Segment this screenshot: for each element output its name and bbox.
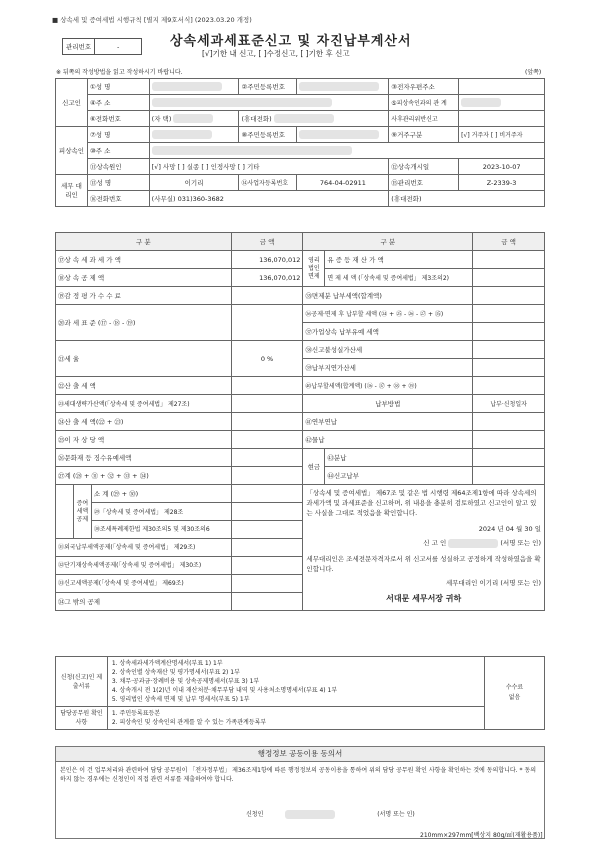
- gongje-spacer: [56, 485, 74, 539]
- agent-phone-mobile[interactable]: (휴대전화): [389, 191, 545, 207]
- consent-title: 행정정보 공동이용 동의서: [55, 746, 545, 762]
- consent-section: [55, 746, 545, 839]
- filer-sign-line[interactable]: [306, 538, 541, 548]
- row-amount[interactable]: [231, 485, 303, 503]
- row-amount[interactable]: 0 %: [231, 341, 303, 377]
- row-label: ㉝신고세액공제(「상속세 및 증여세법」 제69조): [56, 575, 232, 593]
- pay-row-value[interactable]: [473, 431, 545, 449]
- filer-phone-home[interactable]: [149, 111, 239, 127]
- row-amount[interactable]: [231, 575, 303, 593]
- pay-method-label: 납부방법: [303, 395, 473, 413]
- row-amount[interactable]: [473, 251, 545, 269]
- filer-name-label: ①성 명: [87, 79, 149, 95]
- attachment-item: 2. 상속인별 상속재산 및 평가명세서(부표 2) 1부: [111, 669, 240, 676]
- form-reference: ■ 상속세 및 증여세법 시행규칙 [별지 제9호서식] (2023.03.20 개정): [52, 16, 252, 24]
- agent-sign-name: 이기리: [479, 579, 499, 587]
- row-label: ㉒산 출 세 액: [56, 377, 232, 395]
- agent-sign-label: 세무대리인: [445, 579, 478, 587]
- row-label: ㊱공제·면제 후 납부할 세액 (㉔ + ㉕ - ㉖ - ㉗ + ㉟): [303, 305, 473, 323]
- official-check-label: 담당공무원 확인사항: [56, 707, 108, 730]
- row-label: ㉞그 밖의 공제: [56, 593, 232, 611]
- pay-row-label: ㊸분납: [325, 449, 473, 467]
- agent-mgmt-value[interactable]: Z-2339-3: [459, 175, 545, 191]
- row-label: ㉑세 율: [56, 341, 232, 377]
- attachment-item: 3. 채무·공과금·장례비용 및 상속공제명세서(부표 3) 1부: [111, 678, 260, 685]
- deceased-name-label: ⑦성 명: [87, 127, 149, 143]
- attachments-label: 신청(신고)인 제출서류: [56, 657, 108, 707]
- consent-applicant-label: 신청인: [246, 811, 264, 818]
- filer-rrn-label: ②주민등록번호: [239, 79, 297, 95]
- management-number-value: -: [94, 39, 141, 54]
- attachment-item: 5. 영리법인 상속세 면제 및 납부 명세서(부표 5) 1부: [111, 696, 250, 703]
- filer-phone-mobile-label: (휴대전화): [241, 114, 272, 123]
- row-label: ㊴납부지연가산세: [303, 359, 473, 377]
- agent-declaration-text: 세무대리인은 조세전문자격자로서 위 신고서를 성실하고 공정하게 작성하였음을 확인합니다.: [306, 555, 541, 573]
- row-label: ⑳과 세 표 준 (⑰ - ⑱ - ⑲): [56, 305, 232, 341]
- row-label: ⑱상 속 공 제 액: [56, 269, 232, 287]
- agent-bizno-value[interactable]: 764-04-02911: [297, 175, 389, 191]
- declaration-box: [303, 485, 545, 611]
- filer-email-value[interactable]: [459, 79, 545, 95]
- filer-postmgmt-label: 사후관리위반신고: [389, 111, 459, 127]
- deceased-address-value[interactable]: [149, 143, 544, 159]
- col-item-left: 구 분: [56, 233, 232, 251]
- attachment-item: 1. 상속세과세가액계산명세서(부표 1) 1부: [111, 660, 223, 667]
- paper-spec: 210mm×297mm[백상지 80g/㎡(재활용품)]: [420, 832, 543, 839]
- deceased-date-value[interactable]: 2023-10-07: [459, 159, 545, 175]
- agent-phone-label: ⑯전화번호: [87, 191, 149, 207]
- deceased-resident-label: ⑨거주구분: [389, 127, 459, 143]
- fee-label: 수수료: [505, 684, 524, 691]
- filer-name-value[interactable]: [149, 79, 239, 95]
- agent-sign-note: (서명 또는 인): [500, 579, 541, 587]
- consent-text: 본인은 이 건 업무처리와 관련하여 담당 공무원이 「전자정부법」 제36조제1항에 따른 행정정보의 공동이용을 통하여 위의 담당 공무원 확인 사항을 확인하는 것에 동의합니다. * 동의하지 않는 경우에는 신청인이 직접 관련 서류를 제출하여야 합니다.: [60, 767, 537, 783]
- row-amount[interactable]: [231, 539, 303, 557]
- official-check-item: 2. 피상속인 및 상속인의 관계를 알 수 있는 가족관계등록부: [111, 719, 267, 726]
- filer-rrn-value[interactable]: [297, 79, 389, 95]
- deceased-rrn-value[interactable]: [297, 127, 389, 143]
- agent-phone-value[interactable]: [149, 191, 389, 207]
- row-amount[interactable]: [231, 431, 303, 449]
- row-label: ㉚조세특례제한법 제30조의5 및 제30조의6: [91, 521, 231, 539]
- row-amount[interactable]: [231, 449, 303, 467]
- pay-row-value[interactable]: [473, 467, 545, 485]
- row-amount[interactable]: [231, 395, 303, 413]
- deceased-cause-value[interactable]: [√] 사망 [ ] 실종 [ ] 인정사망 [ ] 기타: [149, 159, 389, 175]
- row-label: ㉓세대생략가산액(「상속세 및 증여세법」 제27조): [56, 395, 232, 413]
- agent-phone-office-label: (사무실): [151, 195, 176, 203]
- filer-relation-label: ⑤피상속인과의 관 계: [389, 95, 459, 111]
- page-title: 상속세과세표준신고 및 자진납부계산서: [170, 34, 412, 49]
- col-item-right: 구 분: [303, 233, 473, 251]
- consent-sign-line[interactable]: [246, 810, 415, 819]
- filer-email-label: ③전자우편주소: [389, 79, 459, 95]
- gift-credit-label: 증여세액공제: [73, 485, 91, 539]
- row-label: ⑲감 정 평 가 수 수 료: [56, 287, 232, 305]
- row-label: ㊲가업상속 납부유예 세액: [303, 323, 473, 341]
- row-label: ㉖문화재 등 징수유예세액: [56, 449, 232, 467]
- row-amount[interactable]: 136,070,012: [231, 269, 303, 287]
- pay-row-value[interactable]: [473, 449, 545, 467]
- filer-address-label: ④주 소: [87, 95, 149, 111]
- filing-type: [√]기한 내 신고, [ ]수정신고, [ ]기한 후 신고: [202, 49, 350, 58]
- row-amount[interactable]: [231, 377, 303, 395]
- official-check-list: [107, 707, 484, 730]
- attachments-list: [107, 657, 484, 707]
- pay-row-label: ㊶연부연납: [303, 413, 473, 431]
- row-label: ㉗계 (㉘ + ㉛ + ㉜ + ㉝ + ㉞): [56, 467, 232, 485]
- deceased-section-label: 피상속인: [56, 127, 88, 175]
- cash-label: 현금: [303, 449, 325, 485]
- pay-row-label: ㊹신고납부: [325, 467, 473, 485]
- deceased-cause-label: ⑪상속원인: [87, 159, 149, 175]
- col-amount-right: 금 액: [473, 233, 545, 251]
- filer-phone-label: ⑥전화번호: [87, 111, 149, 127]
- filer-relation-value[interactable]: [459, 95, 545, 111]
- row-amount[interactable]: [231, 305, 303, 341]
- row-label: ㉔산 출 세 액(㉒ + ㉓): [56, 413, 232, 431]
- instruction-note: ※ 뒤쪽의 작성방법을 읽고 작성하시기 바랍니다.: [56, 69, 183, 76]
- row-amount[interactable]: [231, 593, 303, 611]
- row-label: ㊵납부할세액(합계액) (㊱ - ㊲ + ㊳ + ㊴): [303, 377, 473, 395]
- filer-address-value[interactable]: [149, 95, 389, 111]
- deceased-name-value[interactable]: [149, 127, 239, 143]
- row-amount[interactable]: [231, 287, 303, 305]
- col-amount-left: 금 액: [231, 233, 303, 251]
- deceased-date-label: ⑫상속개시일: [389, 159, 459, 175]
- management-number-label: 관리번호: [66, 43, 92, 51]
- deceased-address-label: ⑩주 소: [87, 143, 149, 159]
- agent-mgmt-label: ⑮관리번호: [389, 175, 459, 191]
- row-amount[interactable]: [473, 377, 545, 395]
- page-side: (앞쪽): [525, 69, 542, 76]
- fee-box: [485, 657, 545, 730]
- row-amount[interactable]: [473, 341, 545, 359]
- pay-apply-label: 납부·신청일자: [473, 395, 545, 413]
- tax-office: 서대문 세무서장 귀하: [386, 594, 462, 603]
- consent-sign-note: (서명 또는 인): [377, 811, 415, 818]
- row-label: 면 제 세 액 (「상속세 및 증여세법」 제3조의2): [325, 269, 473, 287]
- declaration-date: 2024 년 04 월 30 일: [478, 525, 541, 533]
- row-label: ㉙「상속세 및 증여세법」 제28조: [91, 503, 231, 521]
- agent-phone-number: 031)360-3682: [177, 195, 224, 203]
- row-amount[interactable]: [473, 305, 545, 323]
- consent-box: [55, 762, 545, 839]
- declaration-text: 「상속세 및 증여세법」 제67조 및 같은 법 시행령 제64조제1항에 따라 상속세의 과세가액 및 과세표준을 신고하며, 위 내용을 충분히 검토하였고 신고인이 알고 있는 사실을 그대로 적었음을 확인합니다.: [306, 489, 537, 517]
- personal-info-table: [55, 78, 545, 207]
- management-number-box: [62, 38, 142, 55]
- filer-sign-label: 신 고 인: [423, 539, 447, 547]
- row-label: ㉛외국납부세액공제(「상속세 및 증여세법」 제29조): [56, 539, 232, 557]
- pay-row-label: ㊷물납: [303, 431, 473, 449]
- row-amount[interactable]: [231, 521, 303, 539]
- agent-bizno-label: ⑭사업자등록번호: [239, 175, 297, 191]
- row-label: ⑰상 속 세 과 세 가 액: [56, 251, 232, 269]
- row-amount[interactable]: [473, 287, 545, 305]
- filer-section-label: 신고인: [56, 79, 88, 127]
- row-label: ㉕이 자 상 당 액: [56, 431, 232, 449]
- row-label: 유 증 등 재 산 가 액: [325, 251, 473, 269]
- row-amount[interactable]: 136,070,012: [231, 251, 303, 269]
- row-label: ㉟면제분 납부세액(합계액): [303, 287, 473, 305]
- row-label: 소 계 (㉙ + ㉚): [91, 485, 231, 503]
- row-amount[interactable]: [231, 557, 303, 575]
- agent-section-label: 세무 대리인: [56, 175, 88, 207]
- row-amount[interactable]: [473, 269, 545, 287]
- row-amount[interactable]: [231, 467, 303, 485]
- deceased-rrn-label: ⑧주민등록번호: [239, 127, 297, 143]
- row-amount[interactable]: [473, 359, 545, 377]
- fee-value: 없음: [508, 694, 521, 701]
- filer-sign-note: (서명 또는 인): [500, 539, 541, 547]
- row-label: ㊳신고불성실가산세: [303, 341, 473, 359]
- tax-calc-table: [55, 232, 545, 611]
- attachment-item: 4. 상속개시 전 1(2)년 이내 재산처분·채무부담 내역 및 사용처소명명세서(부표 4) 1부: [111, 687, 338, 694]
- row-amount[interactable]: [231, 413, 303, 431]
- agent-name-label: ⑬성 명: [87, 175, 149, 191]
- corp-exempt-label: 영리법인면제: [303, 251, 325, 287]
- filer-phone-home-label: (자 택): [151, 114, 172, 123]
- official-check-item: 1. 주민등록표등본: [111, 710, 161, 717]
- filer-postmgmt-value[interactable]: [459, 111, 545, 127]
- row-label: ㉜단기재상속세액공제(「상속세 및 증여세법」 제30조): [56, 557, 232, 575]
- agent-name-value[interactable]: 이기리: [149, 175, 239, 191]
- pay-row-value[interactable]: [473, 413, 545, 431]
- attachments-table: [55, 656, 545, 730]
- filer-phone-mobile[interactable]: [239, 111, 389, 127]
- row-amount[interactable]: [473, 323, 545, 341]
- row-amount[interactable]: [231, 503, 303, 521]
- agent-sign-line[interactable]: [306, 578, 541, 588]
- deceased-resident-value[interactable]: [√] 거주자 [ ] 비거주자: [459, 127, 545, 143]
